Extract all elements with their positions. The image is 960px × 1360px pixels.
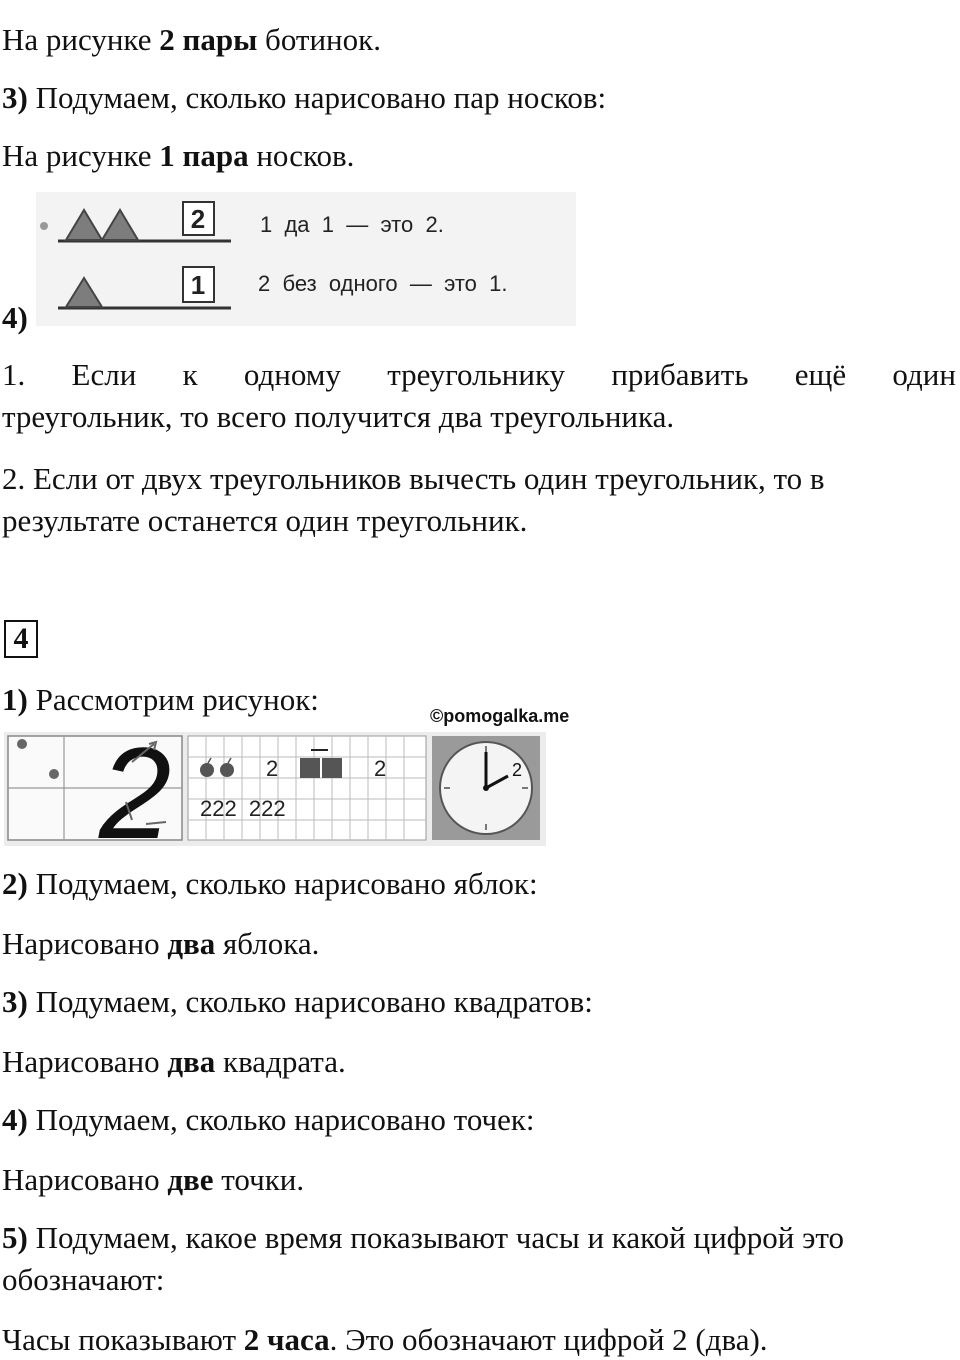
step-4: 4) Подумаем, сколько нарисовано точек: <box>2 1102 535 1137</box>
step-3: 3) Подумаем, сколько нарисовано квадратов: <box>2 984 593 1019</box>
triangles-figure <box>36 192 576 326</box>
copybook-figure <box>4 732 546 846</box>
answer-line-boots: На рисунке 2 пары ботинок. <box>2 22 381 57</box>
answer-3: Нарисовано два квадрата. <box>2 1044 346 1079</box>
answer-line-socks: На рисунке 1 пара носков. <box>2 138 355 173</box>
dot <box>17 739 27 749</box>
paragraph-1-line-1: 1. Если к одному треугольнику прибавить ещё один <box>2 357 956 392</box>
paragraph-2 <box>2 458 956 542</box>
apple-icon <box>200 763 214 777</box>
apple-icon <box>220 763 234 777</box>
row1-caption: 1 да 1 — это 2. <box>260 212 444 237</box>
bullet-dot <box>40 222 48 230</box>
square <box>322 758 342 778</box>
answer-4: Нарисовано две точки. <box>2 1162 305 1197</box>
step-1: 1) Рассмотрим рисунок: <box>2 682 319 717</box>
paragraph-1 <box>2 354 956 438</box>
svg-text:2: 2 <box>266 756 279 781</box>
figure1-label: 4) <box>2 300 28 335</box>
step-2: 2) Подумаем, сколько нарисовано яблок: <box>2 866 538 901</box>
answer-5: Часы показывают 2 часа. Это обозначают цифрой 2 (два). <box>2 1322 768 1357</box>
clock-digit: 2 <box>512 760 523 780</box>
dot <box>49 769 59 779</box>
paragraph-2-line-2: результате останется один треугольник. <box>2 503 528 538</box>
square <box>300 758 320 778</box>
step-5: 5) Подумаем, какое время показывают часы и какой цифрой это <box>2 1220 845 1255</box>
svg-text:222 222: 222 222 <box>200 796 286 821</box>
question-socks: 3) Подумаем, сколько нарисовано пар носков: <box>2 80 607 115</box>
row1-number-box: 2 <box>190 204 206 234</box>
svg-text:2: 2 <box>374 756 387 781</box>
answer-2: Нарисовано два яблока. <box>2 926 320 961</box>
paragraph-1-line-2: треугольник, то всего получится два треугольника. <box>2 399 675 434</box>
paragraph-2-line-1: 2. Если от двух треугольников вычесть один треугольник, то в <box>2 461 825 496</box>
step-5-line-2: обозначают: <box>2 1262 165 1297</box>
task-number: 4 <box>4 620 38 658</box>
squared-grid <box>188 736 426 840</box>
big-handwritten-two: 2 <box>99 732 172 846</box>
watermark: ©pomogalka.me <box>430 706 570 726</box>
row2-caption: 2 без одного — это 1. <box>258 271 508 296</box>
row2-number-box: 1 <box>190 270 206 300</box>
